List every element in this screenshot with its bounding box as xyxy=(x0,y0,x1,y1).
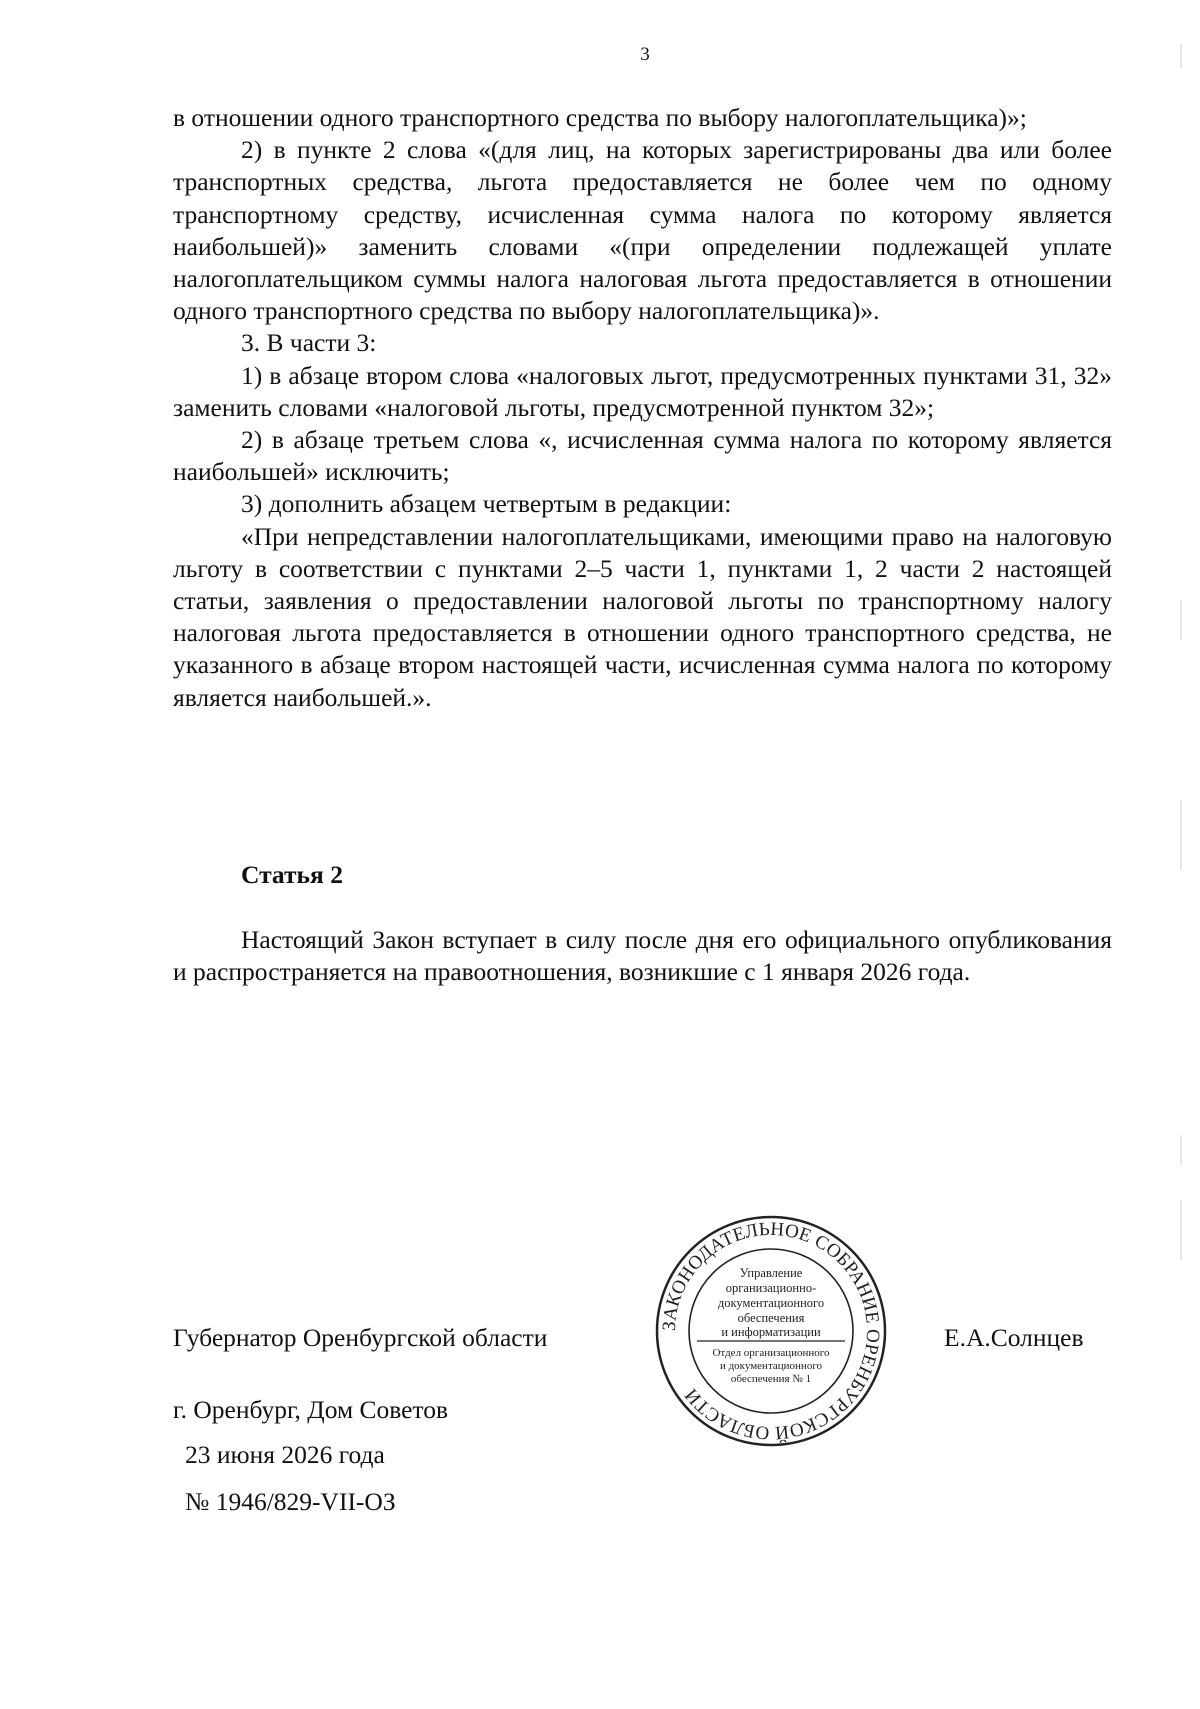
scan-edge-mark xyxy=(1180,44,1182,68)
paragraph: 3. В части 3: xyxy=(241,328,377,358)
article-body xyxy=(173,924,1112,988)
paragraph: 2) в пункте 2 слова «(для лиц, на которых зарегистрированы два или более транспортных средства, льгота предоставляется не более чем по одному транспортному средству, исчисленная сумма налога по которому является наибольшей)» заменить словами «(при определении подлежащей уплате налогоплательщиком суммы налога налоговая льгота предоставляется в отношении одного транспортного средства по выбору налогоплательщика)». xyxy=(173,135,1112,326)
seal-ring-text: ЗАКОНОДАТЕЛЬНОЕ СОБРАНИЕ ОРЕНБУРГСКОЙ ОБЛАСТИ xyxy=(658,1218,884,1444)
seal-center-line: обеспечения xyxy=(737,1311,805,1325)
scan-edge-mark xyxy=(1180,600,1182,640)
signatory-position: Губернатор Оренбургской области xyxy=(173,1323,548,1352)
document-body xyxy=(173,102,1112,714)
paragraph: Настоящий Закон вступает в силу после дня его официального опубликования и распространяется на правоотношения, возникшие с 1 января 2026 года. xyxy=(173,925,1112,987)
paragraph: 3) дополнить абзацем четвертым в редакции: xyxy=(241,489,732,519)
official-seal xyxy=(653,1213,889,1449)
seal-sub-line: и документационного xyxy=(719,1360,823,1372)
paragraph: 2) в абзаце третьем слова «, исчисленная сумма налога по которому является наибольшей» исключить; xyxy=(173,425,1112,487)
seal-center-line: документационного xyxy=(717,1296,825,1310)
scan-edge-mark xyxy=(1180,1200,1182,1260)
signatory-name: Е.А.Солнцев xyxy=(944,1323,1084,1352)
signing-date: 23 июня 2026 года xyxy=(185,1440,385,1469)
seal-sub-line: Отдел организационного xyxy=(712,1347,830,1359)
scan-edge-mark xyxy=(1180,800,1182,870)
seal-center-line: организационно- xyxy=(725,1281,817,1295)
scan-edge-mark xyxy=(1180,1135,1182,1165)
signing-place: г. Оренбург, Дом Советов xyxy=(173,1395,449,1424)
paragraph: в отношении одного транспортного средства по выбору налогоплательщика)»; xyxy=(173,103,1027,132)
seal-center-line: и информатизации xyxy=(721,1325,821,1339)
seal-center-line: Управление xyxy=(739,1266,803,1280)
paragraph: «При непредставлении налогоплательщиками, имеющими право на налоговую льготу в соответствии с пунктами 2–5 части 1, пунктами 1, 2 части 2 настоящей статьи, заявления о предоставлении налоговой льготы по транспортному налогу налоговая льгота предоставляется в отношении одного транспортного средства, не указанного в абзаце втором настоящей части, исчисленная сумма налога по которому является наибольшей.». xyxy=(173,521,1112,712)
page-number: 3 xyxy=(640,44,650,65)
paragraph: 1) в абзаце втором слова «налоговых льгот, предусмотренных пунктами 31, 32» заменить словами «налоговой льготы, предусмотренной пунктом 32»; xyxy=(173,360,1112,422)
seal-sub-line: обеспечения № 1 xyxy=(730,1373,812,1385)
article-heading: Статья 2 xyxy=(241,860,343,889)
law-number: № 1946/829-VII-ОЗ xyxy=(185,1487,396,1516)
